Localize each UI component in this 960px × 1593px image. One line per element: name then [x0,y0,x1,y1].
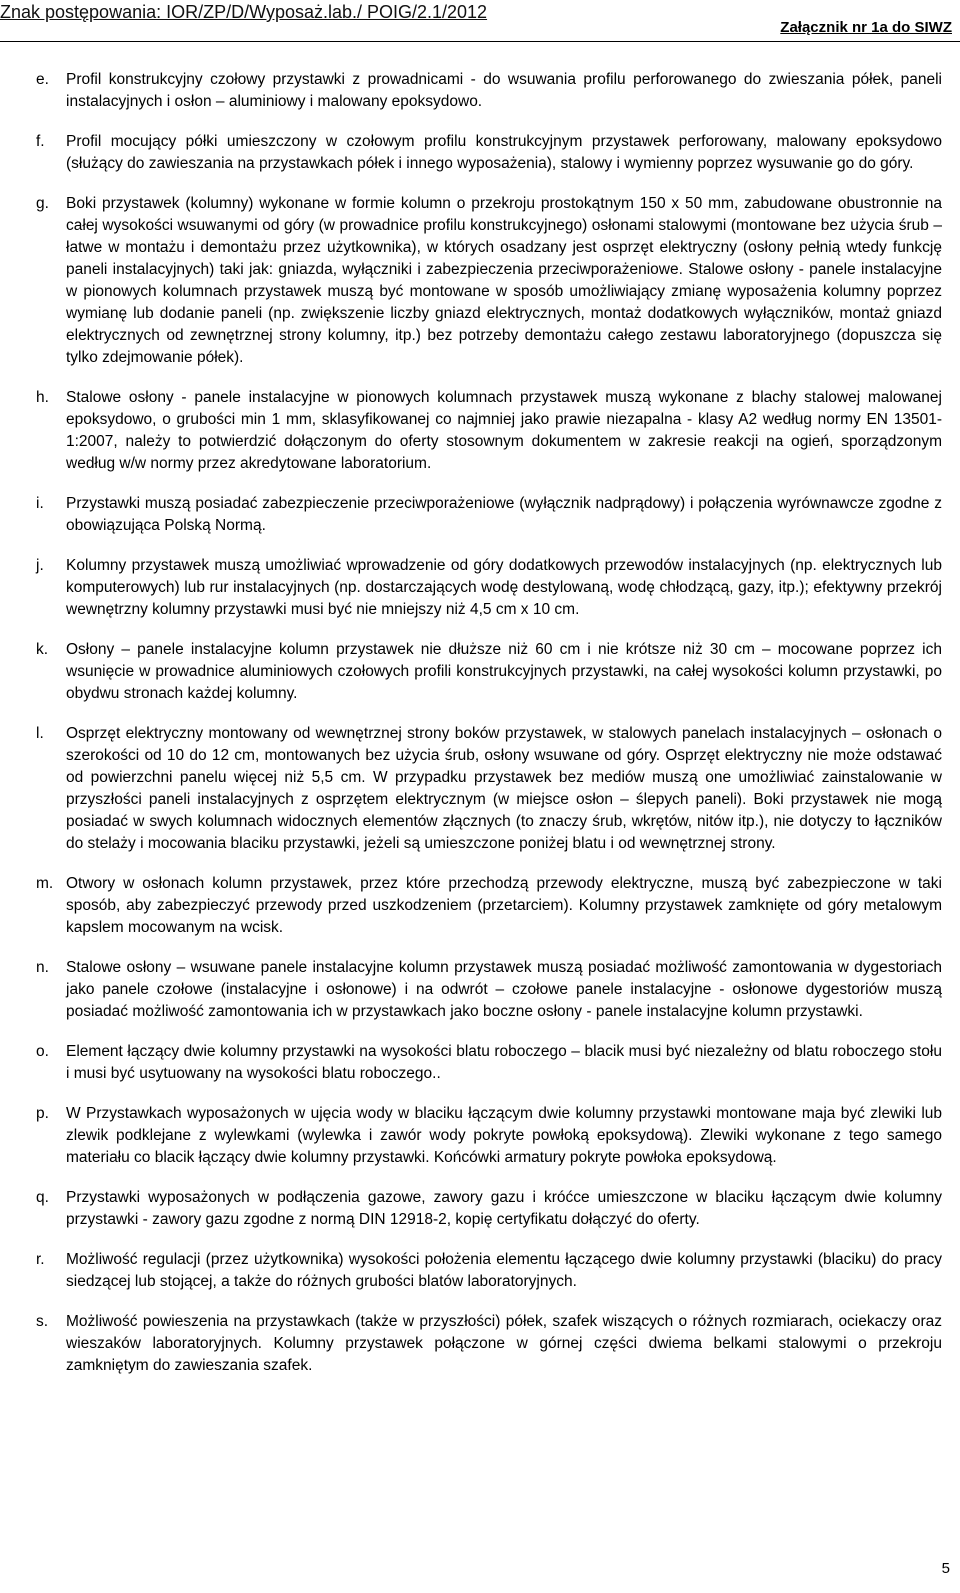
list-item-letter: i. [36,495,44,512]
list-item-text: Przystawki wyposażonych w podłączenia gazowe, zawory gazu i króćce umieszczone w blaciku łączącym dwie kolumny przystawki - zawory gazu zgodne z normą DIN 12918-2, kopię certyfikatu dołączyć do oferty. [66,1189,942,1228]
list-item-letter: s. [36,1313,49,1330]
list-item [36,1041,942,1085]
list-item [36,1311,942,1377]
list-item [36,1103,942,1169]
list-item [36,555,942,621]
list-item-letter: f. [36,133,45,150]
list-item [36,873,942,939]
list-item-text: Możliwość regulacji (przez użytkownika) wysokości położenia elementu łączącego dwie kolumny przystawki (blaciku) do pracy siedzącej lub stojącej, a także do różnych grubości blatów laboratoryjnych. [66,1251,942,1290]
list-item-letter: o. [36,1043,49,1060]
list-item-text: Otwory w osłonach kolumn przystawek, przez które przechodzą przewody elektryczne, muszą być zabezpieczone w taki sposób, aby zabezpieczyć przewody przed uszkodzeniem (przetarciem). Kolumny przystawek zamknięte od góry metalowym kapslem mocowanym na wcisk. [66,875,942,936]
list-item [36,1249,942,1293]
header-divider [0,41,960,42]
list-item-text: Osłony – panele instalacyjne kolumn przystawek nie dłuższe niż 60 cm i nie krótsze niż 30 cm – mocowane poprzez ich wsunięcie w prowadnice aluminiowych czołowych profili konstrukcyjnych przystawki, na całej wysokości kolumn przystawki, po obydwu stronach każdej kolumny. [66,641,942,702]
list-item-letter: e. [36,71,49,88]
list-item-text: Element łączący dwie kolumny przystawki na wysokości blatu roboczego – blacik musi być niezależny od blatu roboczego stołu i musi być usytuowany na wysokości blatu roboczego.. [66,1043,942,1082]
list-item-letter: p. [36,1105,49,1122]
list-item-text: Przystawki muszą posiadać zabezpieczenie przeciwporażeniowe (wyłącznik nadprądowy) i połączenia wyrównawcze zgodne z obowiązująca Polską Normą. [66,495,942,534]
list-item [36,1187,942,1231]
list-item-letter: g. [36,195,49,212]
list-item [36,723,942,855]
list-item-letter: j. [36,557,44,574]
list-item-text: Stalowe osłony – wsuwane panele instalacyjne kolumn przystawek muszą posiadać możliwość zamontowania w dygestoriach jako panele czołowe (instalacyjne i osłonowe) i na odwrót – czołowe panele instalacyjne - osłonowe dygestoriów muszą posiadać możliwość zamontowania ich w przystawkach jako boczne osłony - panele instalacyjne kolumn przystawki. [66,959,942,1020]
list-item [36,957,942,1023]
page-number: 5 [941,1560,950,1577]
document-reference: Znak postępowania: IOR/ZP/D/Wyposaż.lab./ POIG/2.1/2012 [0,2,488,22]
list-item-text: Możliwość powieszenia na przystawkach (także w przyszłości) półek, szafek wiszących o różnych rozmiarach, ociekaczy oraz wieszaków laboratoryjnych. Kolumny przystawek połączone w górnej części dwiema belkami stalowymi o przekroju zamkniętym do zawieszania szafek. [66,1313,942,1374]
list-item-text: Boki przystawek (kolumny) wykonane w formie kolumn o przekroju prostokątnym 150 x 50 mm, zabudowane obustronnie na całej wysokości wsuwanymi od góry (w prowadnice profilu konstrukcyjnego) osłonami stalowymi (montowane bez użycia śrub – łatwe w montażu i demontażu przez użytkownika), w których osadzany jest osprzęt elektryczny (osłony pełnią wtedy funkcję paneli instalacyjnych) taki jak: gniazda, wyłączniki i zabezpieczenia przeciwporażeniowe. Stalowe osłony - panele instalacyjne w pionowych kolumnach przystawek muszą być montowane w sposób umożliwiający zmianę wyposażenia kolumny poprzez wymianę lub dodanie paneli (np. zwiększenie liczby gniazd elektrycznych, montaż dodatkowych wyłączników, montaż gniazd elektrycznych od zewnętrznej strony kolumny, itp.) bez potrzeby demontażu całego zestawu laboratoryjnego (dopuszcza się tylko zdejmowanie półek). [66,195,942,366]
list-item-text: Stalowe osłony - panele instalacyjne w pionowych kolumnach przystawek muszą wykonane z blachy stalowej malowanej epoksydowo, o grubości min 1 mm, sklasyfikowanej co najmniej jako prawie niezapalna - klasy A2 według normy EN 13501-1:2007, należy to potwierdzić dołączonym do oferty stosownym dokumentem w zakresie reakcji na ogień, sporządzonym według w/w normy przez akredytowane laboratorium. [66,389,942,472]
list-item-letter: q. [36,1189,49,1206]
list-item-letter: k. [36,641,49,658]
attachment-label: Załącznik nr 1a do SIWZ [780,19,952,36]
list-item-letter: n. [36,959,49,976]
list-item-letter: r. [36,1251,45,1268]
list-item [36,193,942,369]
list-item-text: Profil mocujący półki umieszczony w czołowym profilu konstrukcyjnym przystawek perforowany, malowany epoksydowo (służący do zawieszania na przystawkach półek i innego wyposażenia), stalowy i wymienny poprzez wysuwanie go do góry. [66,133,942,172]
list-item-letter: h. [36,389,49,406]
list-item-letter: l. [36,725,44,742]
list-item [36,493,942,537]
list-item [36,69,942,113]
list-item [36,387,942,475]
list-item-text: W Przystawkach wyposażonych w ujęcia wody w blaciku łączącym dwie kolumny przystawki montowane maja być zlewiki lub zlewik podklejane z wylewkami (wylewka i zawór wody pokryte powłoką epoksydową). Zlewiki wykonane z tego samego materiału co blacik łączący dwie kolumny przystawki. Końcówki armatury pokryte powłoka epoksydową. [66,1105,942,1166]
list-item-text: Profil konstrukcyjny czołowy przystawki z prowadnicami - do wsuwania profilu perforowanego do zwieszania półek, paneli instalacyjnych i osłon – aluminiowy i malowany epoksydowo. [66,71,942,110]
list-item-text: Kolumny przystawek muszą umożliwiać wprowadzenie od góry dodatkowych przewodów instalacyjnych (np. elektrycznych lub komputerowych) lub rur instalacyjnych (np. dostarczających wodę destylowaną, wodę chłodzącą, gazy, itp.); efektywny przekrój wewnętrzny kolumny przystawki musi być nie mniejszy niż 4,5 cm x 10 cm. [66,557,942,618]
list-item-letter: m. [36,875,54,892]
list-item [36,131,942,175]
list-item [36,639,942,705]
list-item-text: Osprzęt elektryczny montowany od wewnętrznej strony boków przystawek, w stalowych panelach instalacyjnych – osłonach o szerokości od 10 do 12 cm, montowanych bez użycia śrub, osłony wsuwane od góry. Osprzęt elektryczny nie może odstawać od powierzchni panelu więcej niż 5,5 cm. W przypadku przystawek bez mediów muszą one umożliwiać zainstalowanie w przyszłości paneli instalacyjnych z osprzętem elektrycznym (w miejsce osłon – ślepych paneli). Boki przystawek nie mogą posiadać w swych kolumnach widocznych elementów złącznych (to znaczy śrub, wkrętów, nitów itp.), nie dotyczy to łączników do stelaży i mocowania blaciku przystawki, jeżeli są umieszczone poniżej blatu i od wewnętrznej strony. [66,725,942,852]
specification-list [36,69,942,1395]
